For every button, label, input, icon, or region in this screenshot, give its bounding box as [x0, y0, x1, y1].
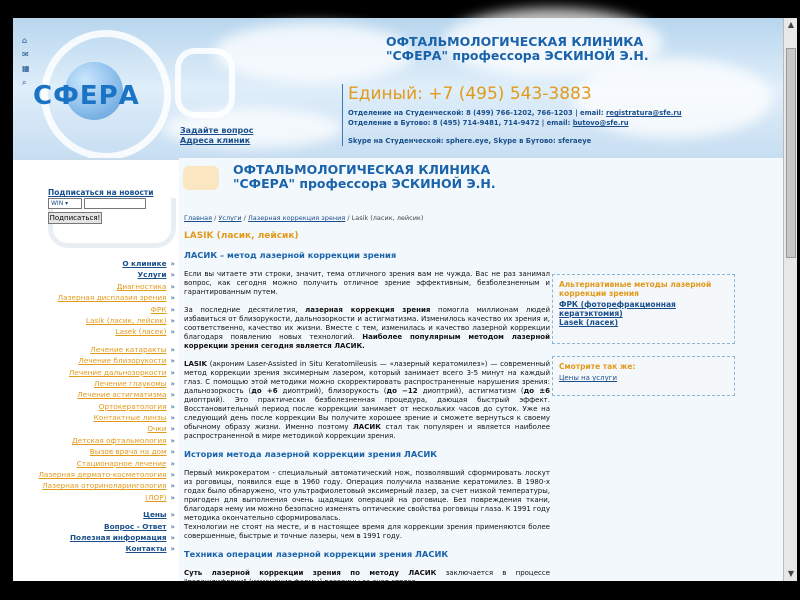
clinic-title-line1: ОФТАЛЬМОЛОГИЧЕСКАЯ КЛИНИКА: [386, 34, 644, 49]
left-nav-link[interactable]: Лазерная оториноларингология: [42, 481, 167, 491]
text: стал так популярен и является наиболее распространенной в мире методикой коррекции зрения.: [184, 423, 551, 440]
header-divider: [342, 84, 343, 146]
text: диоптрий). Это практически безболезненная процедура, дающая быстрый эффект. Восстановительный период после коррекции занимает от нескольких часов до суток. Уже на следующий день после коррекции Вы получите хорошее зрение и сможете вернуться к своему обычному образу жизни. Именно поэтому: [184, 396, 550, 431]
paragraph: [184, 306, 550, 351]
left-nav-link[interactable]: О клинике: [122, 259, 167, 268]
left-nav-row: [23, 292, 175, 303]
text-bold: LASIK: [184, 360, 207, 368]
chevron-right-icon: »: [170, 293, 175, 303]
left-nav-link[interactable]: Полезная информация: [69, 532, 167, 542]
paragraph: [184, 360, 550, 441]
see-also-link-prices[interactable]: Цены на услуги: [559, 374, 617, 382]
left-nav-row: [23, 389, 175, 400]
left-nav-row: [23, 446, 175, 457]
chevron-right-icon: »: [170, 344, 175, 354]
alt-methods-title: Альтернативные методы лазерной коррекции зрения: [559, 280, 712, 298]
chevron-right-icon: »: [170, 544, 175, 554]
breadcrumb-current: Lasik (ласик, лейсик): [351, 214, 424, 222]
text-bold: лазерная коррекция зрения: [305, 306, 431, 314]
section-heading-intro: ЛАСИК – метод лазерной коррекции зрения: [184, 250, 397, 260]
text: (акроним Laser-Assisted in Situ Keratomileusis — «лазерный кератомилез») — современный метод коррекции зрения эксимерным лазером, который занимает всего 3-5 минут на каждый глаз. С помощью этой методики можно скорректировать распространенные нарушения зрения: дальнозоркость (: [184, 360, 550, 395]
article: [184, 232, 550, 596]
paragraph: Первый микрокератом - специальный автоматический нож, позволявший сформировать лоскут из роговицы, появился еще в 1960 году. Операция получила название кератомилез. В 1980-х годах было обнаружено, что ультрафиолетовый эксимерный лазер, за счет низкой температуры, пригоден для выполнения очень щадящих операций на роговице. Без повреждения ткани, благодаря нему им можно безопасно изменять оптические свойства роговицы глаза. К 1991 году методика окончательно сформировалась.: [184, 469, 550, 522]
breadcrumb-sep: /: [241, 214, 248, 222]
left-nav-link[interactable]: Цены: [143, 510, 167, 520]
chevron-right-icon: »: [170, 521, 175, 531]
email2-link[interactable]: butovo@sfe.ru: [572, 119, 629, 127]
left-nav-link[interactable]: Лечение близорукости: [78, 356, 167, 366]
vertical-scrollbar[interactable]: [783, 18, 797, 581]
chevron-right-icon: »: [170, 390, 175, 400]
chevron-right-icon: »: [170, 315, 175, 325]
clinic-addresses-link[interactable]: Адреса клиник: [180, 136, 251, 145]
contacts-line2: [348, 119, 629, 127]
subscribe-button[interactable]: Подписаться!: [49, 214, 101, 222]
search-icon[interactable]: ⌕: [22, 78, 27, 87]
see-also-title: Смотрите так же:: [559, 362, 636, 371]
left-nav-link[interactable]: Лазерная дермато-косметология: [38, 470, 167, 480]
text: диоптрий), астигматизм (: [417, 387, 524, 395]
title-decoration: [183, 166, 219, 190]
chevron-right-icon: »: [170, 481, 175, 491]
left-nav-link[interactable]: Lasik (ласик, лейсик): [85, 315, 167, 325]
left-nav-row: [23, 401, 175, 412]
contacts-text2: Отделение в Бутово: 8 (495) 714-9481, 714-9472 | email:: [348, 119, 573, 127]
left-nav-row: [23, 435, 175, 446]
chevron-right-icon: »: [170, 270, 175, 280]
left-nav-link[interactable]: Lasek (ласек): [115, 327, 167, 337]
breadcrumb-sep: /: [212, 214, 219, 222]
content-clinic-line2: "СФЕРА" профессора ЭСКИНОЙ Э.Н.: [233, 176, 496, 191]
scroll-down-icon[interactable]: ▼: [787, 569, 795, 578]
scroll-up-icon[interactable]: ▲: [787, 20, 795, 29]
alt-methods-box: [552, 274, 735, 344]
left-nav-link[interactable]: Лазерная дисплазия зрения: [57, 293, 167, 303]
left-nav-link[interactable]: (ЛОР): [145, 492, 167, 502]
left-nav-link[interactable]: Лечение глаукомы: [94, 378, 167, 388]
breadcrumb-laser[interactable]: Лазерная коррекция зрения: [247, 214, 346, 222]
subscribe-label[interactable]: Подписаться на новости: [48, 188, 154, 197]
left-nav-link[interactable]: Контактные линзы: [93, 413, 167, 423]
chevron-right-icon: »: [170, 424, 175, 434]
text-bold: до ±6: [523, 387, 550, 395]
chevron-right-icon: »: [170, 378, 175, 388]
left-nav-link[interactable]: Вызов врача на дом: [89, 447, 167, 457]
breadcrumb-services[interactable]: Услуги: [218, 214, 242, 222]
text-bold: Суть лазерной коррекции зрения по методу ЛАСИК: [184, 569, 437, 577]
page-title: LASIK (ласик, лейсик): [184, 231, 299, 241]
chevron-right-icon: »: [170, 447, 175, 457]
section-heading-technique: Техника операции лазерной коррекции зрения ЛАСИК: [184, 549, 449, 559]
left-nav-row: [23, 326, 175, 337]
phone-number: Единый: +7 (495) 543-3883: [348, 84, 592, 104]
left-nav-row: [23, 412, 175, 423]
text: диоптрий), близорукость (: [277, 387, 387, 395]
breadcrumb-sep: /: [345, 214, 352, 222]
left-nav-row: [23, 423, 175, 434]
text-bold: Наиболее популярным методом лазерной коррекции зрения сегодня является ЛАСИК.: [184, 333, 550, 350]
left-nav-row: [23, 281, 175, 292]
encoding-value: WIN: [51, 200, 64, 207]
chevron-right-icon: »: [170, 470, 175, 480]
subscribe-email-input[interactable]: [84, 198, 146, 209]
subscribe-form: [48, 188, 154, 222]
section-heading-history: История метода лазерной коррекции зрения ЛАСИК: [184, 449, 438, 459]
left-nav-row: [23, 480, 175, 491]
chevron-right-icon: »: [170, 327, 175, 337]
breadcrumb-home[interactable]: Главная: [184, 214, 213, 222]
left-nav-link[interactable]: Ортокератология: [98, 401, 167, 411]
left-nav-row: [23, 543, 175, 554]
text-bold: ЛАСИК: [352, 423, 381, 431]
chevron-right-icon: »: [170, 532, 175, 542]
alt-link-lasek[interactable]: Lasek (ласек): [559, 318, 619, 327]
contacts-text1: Отделение на Студенческой: 8 (499) 766-1202, 766-1203 | email:: [348, 109, 606, 117]
left-nav-row: [23, 521, 175, 532]
chevron-right-icon: »: [170, 510, 175, 520]
logo[interactable]: СФЕРА: [33, 81, 140, 111]
home-icon[interactable]: ⌂: [22, 36, 28, 45]
left-nav-link[interactable]: Детская офтальмология: [72, 435, 167, 445]
mail-icon[interactable]: ✉: [22, 50, 29, 59]
left-nav-row: [23, 532, 175, 543]
clinic-title-line2: "СФЕРА" профессора ЭСКИНОЙ Э.Н.: [386, 48, 649, 63]
left-nav-link[interactable]: Лечение астигматизма: [77, 390, 167, 400]
site-header: [13, 18, 783, 158]
clinic-title: [386, 35, 649, 63]
chevron-right-icon: »: [170, 401, 175, 411]
text: помогла миллионам людей избавиться от близорукости, дальнозоркости и астигматизма. Изменилось качество их зрения и, соответственно, качество их жизни. Вместе с тем, изменилась и качество лазерной коррекции благодаря появлению новых технологий.: [184, 306, 550, 341]
left-nav-row: [23, 315, 175, 326]
chevron-right-icon: »: [170, 367, 175, 377]
left-nav-row: [23, 367, 175, 378]
see-also-box: [552, 356, 735, 396]
main-content: [179, 158, 783, 586]
left-nav-row: [23, 269, 175, 280]
chevron-right-icon: »: [170, 492, 175, 502]
left-nav-link[interactable]: Лечение катаракты: [90, 344, 167, 354]
left-nav-row: [23, 492, 175, 503]
left-nav-row: [23, 344, 175, 355]
logo-frame: [175, 48, 235, 118]
browser-window: [13, 18, 783, 586]
left-nav-row: [23, 509, 175, 520]
paragraph: Технологии не стоят на месте, и в настоящее время для коррекции зрения применяются более совершенные, быстрые и точные лазеры, чем в 1991 году.: [184, 523, 550, 540]
text-bold: до −12: [386, 387, 418, 395]
left-navigation: [23, 258, 175, 555]
ask-question-link[interactable]: Задайте вопрос: [180, 126, 254, 135]
left-nav-row: [23, 258, 175, 269]
chevron-right-icon: »: [170, 458, 175, 468]
left-nav-link[interactable]: Стационарное лечение: [76, 458, 167, 468]
chevron-right-icon: »: [170, 356, 175, 366]
breadcrumb: [184, 214, 423, 222]
left-nav-link[interactable]: Лечение дальнозоркости: [68, 367, 167, 377]
alt-link-frk[interactable]: ФРК (фоторефракционная кератэктомия): [559, 300, 676, 318]
text: За последние десятилетия,: [184, 306, 306, 314]
content-clinic-title: [233, 163, 496, 191]
encoding-select[interactable]: WIN ▾: [48, 198, 82, 209]
sitemap-icon[interactable]: ▦: [22, 64, 30, 73]
scrollbar-thumb[interactable]: [786, 48, 796, 258]
left-nav-row: [23, 355, 175, 366]
left-nav-link[interactable]: Очки: [147, 424, 167, 434]
text: заключается в процессе "перешлифовки" (изменения формы) роговицы за счет строго: [184, 569, 551, 586]
paragraph: Если вы читаете эти строки, значит, тема отличного зрения вам не чужда. Вас не раз занимал вопрос, как сегодня можно получить отличное зрение эффективным, безболезненным и гарантированным путем.: [184, 270, 550, 296]
paragraph: [184, 569, 550, 587]
text-bold: до +6: [251, 387, 278, 395]
skype-line: Skype на Студенческой: sphere.eye, Skype в Бутово: sferaeye: [348, 137, 592, 145]
chevron-right-icon: »: [170, 413, 175, 423]
chevron-right-icon: »: [170, 435, 175, 445]
contacts-line1: [348, 109, 682, 117]
chevron-right-icon: »: [170, 281, 175, 291]
left-nav-link[interactable]: Услуги: [137, 270, 167, 280]
left-nav-link[interactable]: ФРК: [150, 304, 167, 314]
left-nav-row: [23, 378, 175, 389]
left-nav-row: [23, 458, 175, 469]
chevron-right-icon: »: [170, 259, 175, 268]
left-nav-row: [23, 304, 175, 315]
content-clinic-line1: ОФТАЛЬМОЛОГИЧЕСКАЯ КЛИНИКА: [233, 162, 491, 177]
left-nav-link[interactable]: Вопрос - Ответ: [104, 521, 167, 531]
left-nav-link[interactable]: Контакты: [125, 544, 167, 554]
left-nav-link[interactable]: Диагностика: [116, 281, 167, 291]
chevron-right-icon: »: [170, 304, 175, 314]
left-nav-row: [23, 469, 175, 480]
email1-link[interactable]: registratura@sfe.ru: [605, 109, 682, 117]
